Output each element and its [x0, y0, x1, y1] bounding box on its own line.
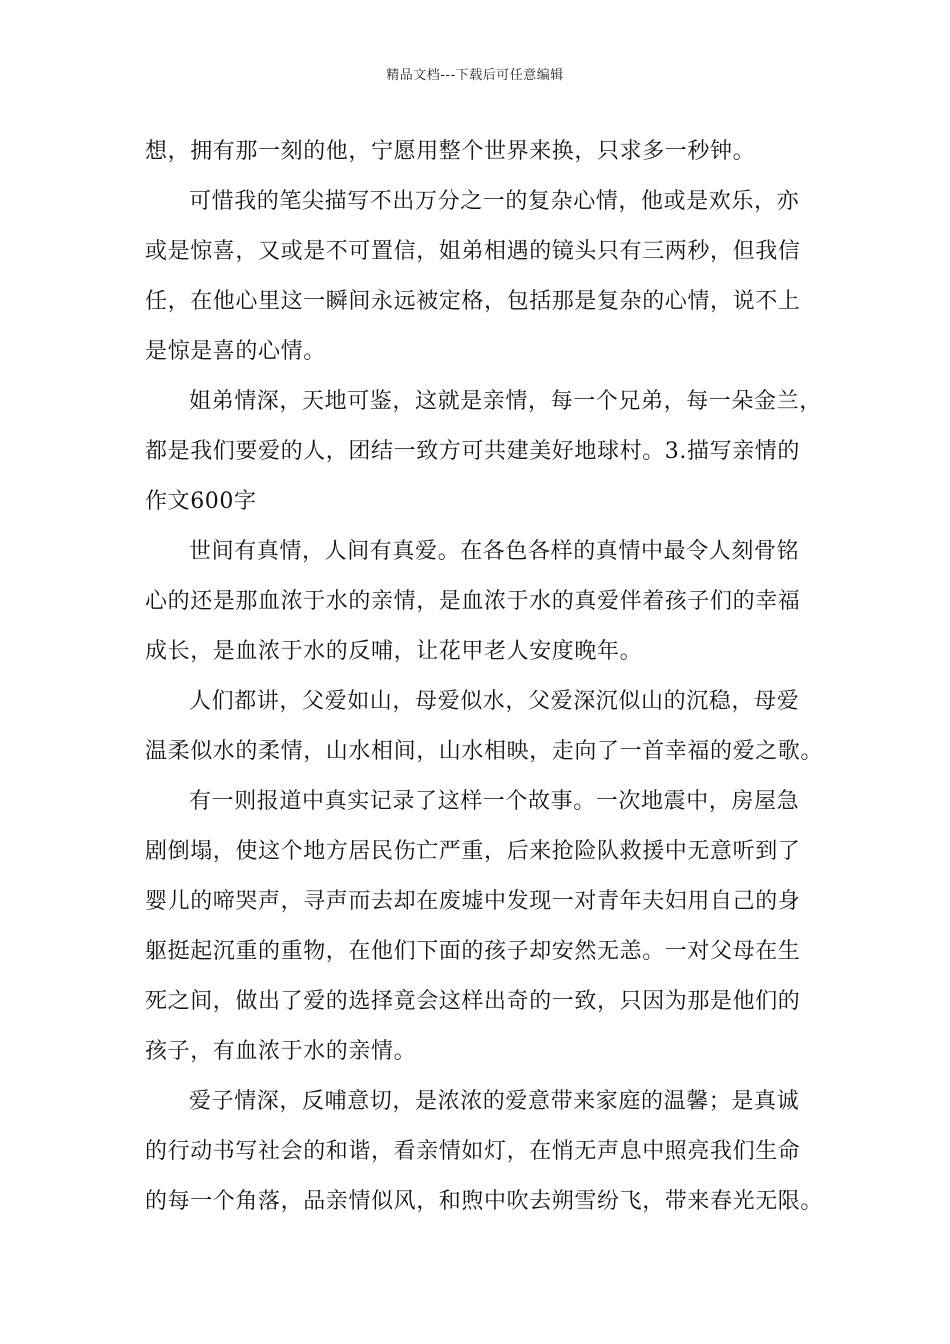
- text-line: 想，拥有那一刻的他，宁愿用整个世界来换，只求多一秒钟。: [145, 139, 756, 164]
- page-header: 精品文档---下载后可任意编辑: [386, 68, 564, 83]
- document-body: [145, 127, 824, 1227]
- text-line: 剧倒塌，使这个地方居民伤亡严重，后来抢险队救援中无意听到了: [145, 839, 801, 864]
- text-line: 的行动书写社会的和谐，看亲情如灯，在悄无声息中照亮我们生命: [145, 1139, 801, 1164]
- text-line: 可惜我的笔尖描写不出万分之一的复杂心情，他或是欢乐，亦: [189, 189, 800, 214]
- text-line: 爱子情深，反哺意切，是浓浓的爱意带来家庭的温馨；是真诚: [189, 1089, 800, 1114]
- text-line: 是惊是喜的心情。: [145, 339, 326, 364]
- text-line: 的每一个角落，品亲情似风，和煦中吹去朔雪纷飞，带来春光无限。: [145, 1189, 824, 1214]
- text-line: 死之间，做出了爱的选择竟会这样出奇的一致，只因为那是他们的: [145, 989, 801, 1014]
- text-line: 世间有真情，人间有真爱。在各色各样的真情中最令人刻骨铭: [189, 539, 800, 564]
- text-line: 姐弟情深，天地可鉴，这就是亲情，每一个兄弟，每一朵金兰，: [189, 389, 822, 414]
- text-line: 温柔似水的柔情，山水相间，山水相映，走向了一首幸福的爱之歌。: [145, 739, 824, 764]
- text-line: 婴儿的啼哭声，寻声而去却在废墟中发现一对青年夫妇用自己的身: [145, 889, 801, 914]
- text-line: 或是惊喜，又或是不可置信，姐弟相遇的镜头只有三两秒，但我信: [145, 239, 801, 264]
- text-line: 躯挺起沉重的重物，在他们下面的孩子却安然无恙。一对父母在生: [145, 939, 801, 964]
- text-line: 任，在他心里这一瞬间永远被定格，包括那是复杂的心情，说不上: [145, 289, 801, 314]
- text-line: 有一则报道中真实记录了这样一个故事。一次地震中，房屋急: [189, 789, 800, 814]
- text-line: 作文600字: [145, 489, 257, 514]
- text-line: 孩子，有血浓于水的亲情。: [145, 1039, 417, 1064]
- text-line: 成长，是血浓于水的反哺，让花甲老人安度晚年。: [145, 639, 643, 664]
- text-line: 人们都讲，父爱如山，母爱似水，父爱深沉似山的沉稳，母爱: [189, 689, 800, 714]
- text-line: 心的还是那血浓于水的亲情，是血浓于水的真爱伴着孩子们的幸福: [145, 589, 801, 614]
- text-line: 都是我们要爱的人，团结一致方可共建美好地球村。3.描写亲情的: [145, 439, 800, 464]
